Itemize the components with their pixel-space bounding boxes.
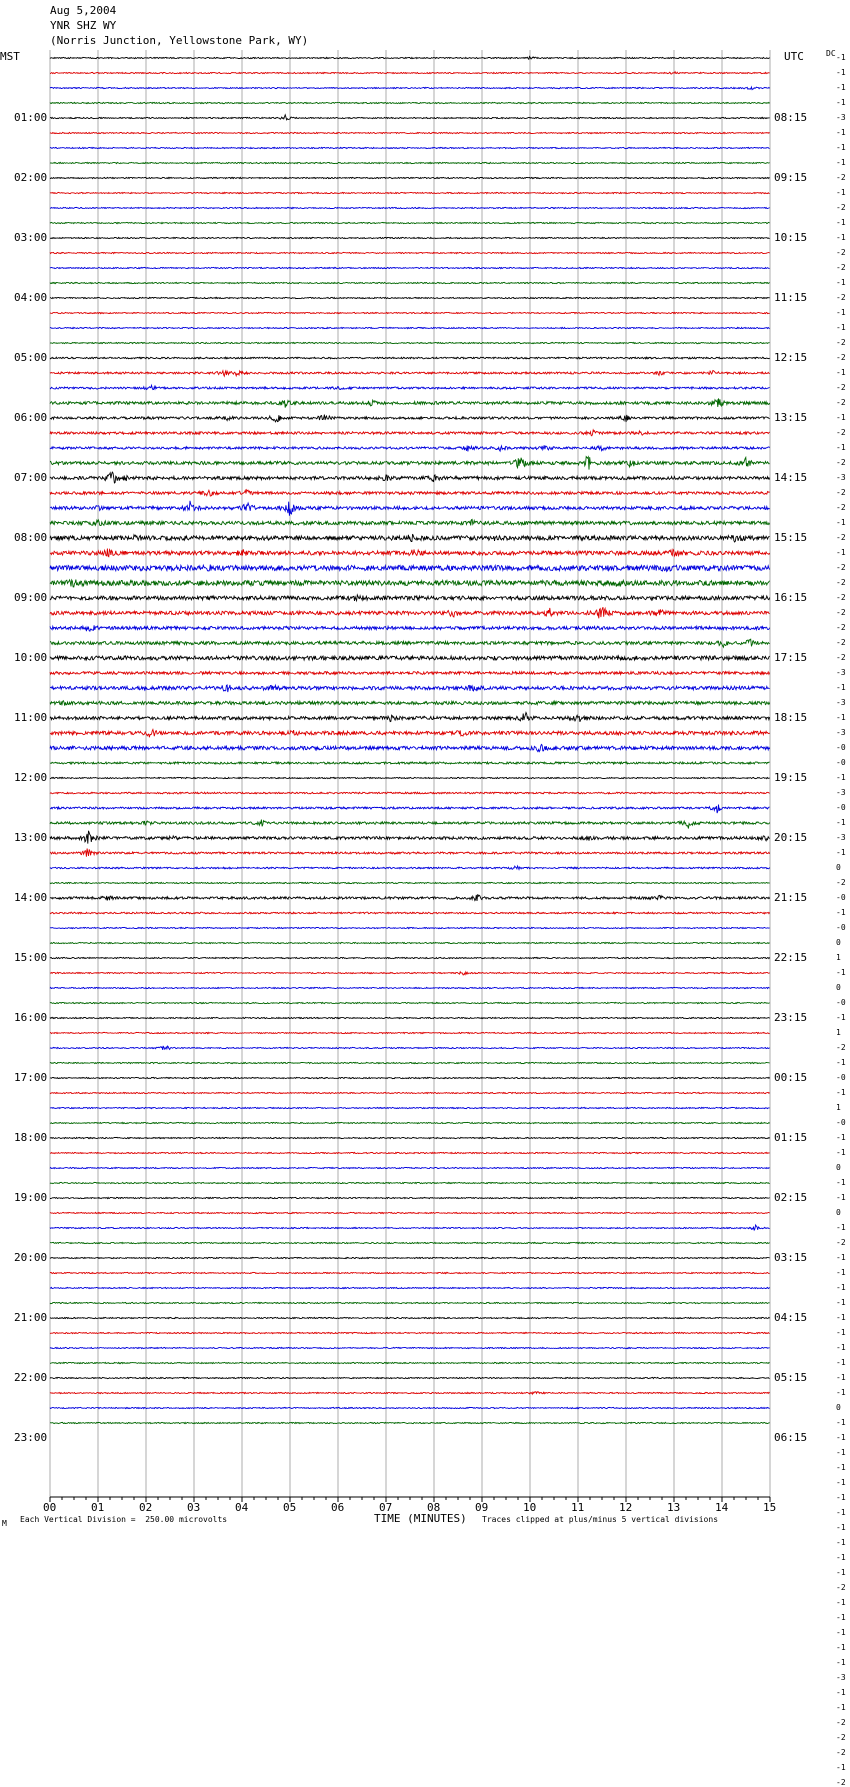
trace-43 xyxy=(50,701,770,706)
trace-38 xyxy=(50,625,770,631)
trace-1 xyxy=(50,72,770,74)
x-tick-label: 13 xyxy=(667,1501,681,1514)
utc-hour-label: 12:15 xyxy=(774,351,808,364)
trace-7 xyxy=(50,162,770,163)
dc-offset-label: -0 xyxy=(836,1118,846,1127)
trace-35 xyxy=(50,580,770,588)
x-tick-label: 03 xyxy=(187,1501,201,1514)
dc-offset-label: -1 xyxy=(836,1763,846,1772)
dc-offset-label: -2 xyxy=(836,503,846,512)
trace-31 xyxy=(50,519,770,525)
dc-offset-label: -1 xyxy=(836,413,846,422)
trace-49 xyxy=(50,792,770,794)
dc-offset-label: -1 xyxy=(836,1178,846,1187)
dc-offset-label: -1 xyxy=(836,1478,846,1487)
trace-36 xyxy=(50,595,770,601)
trace-9 xyxy=(50,192,770,193)
mst-hour-label: 03:00 xyxy=(14,231,48,244)
mst-hour-label: 16:00 xyxy=(14,1011,48,1024)
dc-offset-label: -1 xyxy=(836,968,846,977)
trace-85 xyxy=(50,1332,770,1333)
dc-offset-label: -2 xyxy=(836,608,846,617)
mst-hour-label: 05:00 xyxy=(14,351,48,364)
trace-44 xyxy=(50,713,770,722)
dc-offset-label: -2 xyxy=(836,1733,846,1742)
dc-offset-label: -1 xyxy=(836,1643,846,1652)
trace-0 xyxy=(50,56,770,59)
dc-offset-label: 1 xyxy=(836,1103,841,1112)
trace-90 xyxy=(50,1407,770,1408)
trace-37 xyxy=(50,607,770,618)
utc-hour-label: 22:15 xyxy=(774,951,808,964)
trace-89 xyxy=(50,1392,770,1395)
trace-88 xyxy=(50,1377,770,1378)
dc-offset-label: -2 xyxy=(836,353,846,362)
trace-23 xyxy=(50,398,770,407)
dc-offset-label: -2 xyxy=(836,593,846,602)
dc-offset-label: -2 xyxy=(836,383,846,392)
utc-hour-label: 08:15 xyxy=(774,111,808,124)
trace-55 xyxy=(50,882,770,883)
dc-offset-label: -2 xyxy=(836,398,846,407)
dc-offset-header: DC xyxy=(826,49,836,58)
mst-hour-label: 02:00 xyxy=(14,171,48,184)
header-location: (Norris Junction, Yellowstone Park, WY) xyxy=(50,34,309,47)
x-tick-label: 14 xyxy=(715,1501,729,1514)
dc-offset-label: -1 xyxy=(836,1463,846,1472)
dc-offset-label: -1 xyxy=(836,368,846,377)
dc-offset-label: 0 xyxy=(836,1163,841,1172)
dc-offset-label: -2 xyxy=(836,623,846,632)
dc-offset-label: -1 xyxy=(836,1538,846,1547)
trace-68 xyxy=(50,1077,770,1078)
dc-offset-label: -0 xyxy=(836,1073,846,1082)
trace-81 xyxy=(50,1272,770,1273)
dc-offset-label: -2 xyxy=(836,563,846,572)
mst-hour-label: 06:00 xyxy=(14,411,48,424)
dc-offset-label: -3 xyxy=(836,113,846,122)
x-tick-label: 01 xyxy=(91,1501,105,1514)
dc-offset-label: -1 xyxy=(836,1703,846,1712)
trace-72 xyxy=(50,1137,770,1138)
dc-offset-label: 0 xyxy=(836,983,841,992)
mst-hour-label: 18:00 xyxy=(14,1131,48,1144)
dc-offset-label: -0 xyxy=(836,758,846,767)
x-tick-label: 04 xyxy=(235,1501,249,1514)
dc-offset-label: -1 xyxy=(836,1508,846,1517)
dc-offset-label: -1 xyxy=(836,1013,846,1022)
mst-hour-label: 20:00 xyxy=(14,1251,48,1264)
trace-84 xyxy=(50,1317,770,1318)
trace-4 xyxy=(50,115,770,120)
dc-offset-label: -2 xyxy=(836,653,846,662)
trace-27 xyxy=(50,457,770,470)
utc-hour-label: 18:15 xyxy=(774,711,808,724)
trace-61 xyxy=(50,972,770,975)
dc-offset-label: -1 xyxy=(836,683,846,692)
x-tick-label: 02 xyxy=(139,1501,153,1514)
mst-hour-label: 22:00 xyxy=(14,1371,48,1384)
dc-offset-label: -1 xyxy=(836,1088,846,1097)
trace-47 xyxy=(50,762,770,764)
scale-note: Each Vertical Division = 250.00 microvolts xyxy=(20,1515,228,1524)
dc-offset-label: -1 xyxy=(836,1223,846,1232)
seismic-traces xyxy=(50,56,770,1423)
dc-offset-label: -1 xyxy=(836,848,846,857)
trace-26 xyxy=(50,445,770,451)
trace-66 xyxy=(50,1046,770,1050)
x-tick-label: 06 xyxy=(331,1501,345,1514)
utc-hour-label: 11:15 xyxy=(774,291,808,304)
dc-offset-label: -2 xyxy=(836,1583,846,1592)
x-tick-label: 10 xyxy=(523,1501,537,1514)
dc-offset-label: 0 xyxy=(836,938,841,947)
utc-hour-label: 04:15 xyxy=(774,1311,808,1324)
dc-offset-label: -2 xyxy=(836,203,846,212)
dc-offset-label: 0 xyxy=(836,863,841,872)
trace-30 xyxy=(50,501,770,516)
utc-hour-label: 20:15 xyxy=(774,831,808,844)
x-tick-label: 00 xyxy=(43,1501,57,1514)
utc-hour-label: 05:15 xyxy=(774,1371,808,1384)
dc-offset-label: -1 xyxy=(836,1493,846,1502)
trace-48 xyxy=(50,777,770,778)
dc-offset-label: -1 xyxy=(836,1058,846,1067)
dc-offset-label: -1 xyxy=(836,1373,846,1382)
x-tick-label: 05 xyxy=(283,1501,297,1514)
trace-18 xyxy=(50,327,770,328)
x-tick-label: 15 xyxy=(763,1501,777,1514)
trace-56 xyxy=(50,894,770,901)
trace-21 xyxy=(50,371,770,377)
trace-80 xyxy=(50,1257,770,1258)
dc-offset-label: 0 xyxy=(836,1208,841,1217)
dc-offset-label: -1 xyxy=(836,53,846,62)
dc-offset-label: -0 xyxy=(836,998,846,1007)
trace-64 xyxy=(50,1017,770,1018)
mst-hour-label: 01:00 xyxy=(14,111,48,124)
trace-33 xyxy=(50,549,770,557)
mst-hour-label: 14:00 xyxy=(14,891,48,904)
trace-20 xyxy=(50,357,770,359)
dc-offset-label: -1 xyxy=(836,1628,846,1637)
x-tick-label: 09 xyxy=(475,1501,489,1514)
dc-offset-label: -1 xyxy=(836,773,846,782)
dc-offset-label: -2 xyxy=(836,533,846,542)
trace-25 xyxy=(50,430,770,436)
trace-11 xyxy=(50,222,770,223)
dc-offset-label: -2 xyxy=(836,263,846,272)
trace-82 xyxy=(50,1287,770,1288)
dc-offset-label: -1 xyxy=(836,518,846,527)
utc-hour-label: 16:15 xyxy=(774,591,808,604)
dc-offset-label: -1 xyxy=(836,1193,846,1202)
dc-offset-label: -1 xyxy=(836,1553,846,1562)
mst-hour-label: 12:00 xyxy=(14,771,48,784)
dc-offset-label: -2 xyxy=(836,1778,846,1787)
trace-15 xyxy=(50,282,770,283)
trace-32 xyxy=(50,534,770,542)
dc-offset-label: -1 xyxy=(836,1283,846,1292)
dc-offset-label: -1 xyxy=(836,1598,846,1607)
dc-offset-label: -1 xyxy=(836,1568,846,1577)
trace-19 xyxy=(50,342,770,343)
dc-offset-label: -0 xyxy=(836,803,846,812)
dc-offset-label: 0 xyxy=(836,1403,841,1412)
trace-59 xyxy=(50,942,770,943)
mst-hour-label: 23:00 xyxy=(14,1431,48,1444)
dc-offset-label: -2 xyxy=(836,878,846,887)
trace-78 xyxy=(50,1225,770,1230)
trace-42 xyxy=(50,685,770,692)
dc-offset-label: -2 xyxy=(836,248,846,257)
trace-2 xyxy=(50,87,770,90)
clip-note: Traces clipped at plus/minus 5 vertical divisions xyxy=(482,1515,719,1524)
trace-40 xyxy=(50,656,770,660)
trace-67 xyxy=(50,1062,770,1063)
trace-77 xyxy=(50,1212,770,1213)
dc-offset-label: -1 xyxy=(836,278,846,287)
dc-offset-label: -1 xyxy=(836,443,846,452)
trace-63 xyxy=(50,1002,770,1003)
trace-45 xyxy=(50,730,770,738)
dc-offset-label: -2 xyxy=(836,428,846,437)
trace-53 xyxy=(50,849,770,857)
trace-57 xyxy=(50,912,770,914)
trace-34 xyxy=(50,565,770,572)
trace-17 xyxy=(50,312,770,313)
dc-offset-label: -2 xyxy=(836,1748,846,1757)
trace-73 xyxy=(50,1152,770,1153)
trace-46 xyxy=(50,744,770,751)
trace-79 xyxy=(50,1242,770,1243)
header-station: YNR SHZ WY xyxy=(50,19,117,32)
utc-hour-label: 01:15 xyxy=(774,1131,808,1144)
trace-13 xyxy=(50,252,770,253)
dc-offset-label: -3 xyxy=(836,698,846,707)
dc-offset-label: -1 xyxy=(836,1658,846,1667)
trace-69 xyxy=(50,1092,770,1093)
trace-50 xyxy=(50,805,770,814)
trace-70 xyxy=(50,1107,770,1108)
mst-hour-label: 13:00 xyxy=(14,831,48,844)
dc-offset-label: -1 xyxy=(836,1388,846,1397)
trace-28 xyxy=(50,472,770,483)
dc-offset-label: -1 xyxy=(836,233,846,242)
dc-offset-label: -2 xyxy=(836,1238,846,1247)
dc-offset-label: -1 xyxy=(836,1313,846,1322)
utc-hour-label: 02:15 xyxy=(774,1191,808,1204)
header-date: Aug 5,2004 xyxy=(50,4,117,17)
dc-offset-label: -1 xyxy=(836,83,846,92)
mst-hour-label: 10:00 xyxy=(14,651,48,664)
trace-29 xyxy=(50,490,770,496)
trace-6 xyxy=(50,147,770,148)
utc-hour-label: 17:15 xyxy=(774,651,808,664)
trace-22 xyxy=(50,385,770,389)
dc-offset-label: -1 xyxy=(836,98,846,107)
mst-hour-label: 19:00 xyxy=(14,1191,48,1204)
trace-74 xyxy=(50,1167,770,1168)
utc-hour-label: 06:15 xyxy=(774,1431,808,1444)
trace-10 xyxy=(50,207,770,208)
dc-offset-label: -1 xyxy=(836,1613,846,1622)
mst-hour-label: 09:00 xyxy=(14,591,48,604)
dc-offset-label: -1 xyxy=(836,68,846,77)
dc-offset-label: -1 xyxy=(836,1328,846,1337)
dc-offset-label: -1 xyxy=(836,1433,846,1442)
x-axis-title: TIME (MINUTES) xyxy=(374,1512,467,1525)
trace-58 xyxy=(50,927,770,928)
dc-offset-label: -1 xyxy=(836,713,846,722)
dc-offset-label: -2 xyxy=(836,293,846,302)
mst-hour-label: 21:00 xyxy=(14,1311,48,1324)
dc-offset-label: -1 xyxy=(836,1253,846,1262)
dc-offset-label: -1 xyxy=(836,218,846,227)
time-axis xyxy=(50,1497,770,1502)
utc-hour-label: 10:15 xyxy=(774,231,808,244)
trace-83 xyxy=(50,1302,770,1303)
dc-offset-label: -1 xyxy=(836,818,846,827)
trace-65 xyxy=(50,1032,770,1033)
dc-offset-label: -1 xyxy=(836,143,846,152)
dc-offset-label: -2 xyxy=(836,173,846,182)
trace-87 xyxy=(50,1362,770,1363)
x-tick-label: 07 xyxy=(379,1501,393,1514)
mst-hour-label: 07:00 xyxy=(14,471,48,484)
trace-52 xyxy=(50,831,770,844)
utc-hour-label: 23:15 xyxy=(774,1011,808,1024)
mst-hour-label: 17:00 xyxy=(14,1071,48,1084)
dc-offset-label: -2 xyxy=(836,1043,846,1052)
trace-54 xyxy=(50,866,770,869)
trace-14 xyxy=(50,267,770,268)
dc-offset-label: -1 xyxy=(836,1343,846,1352)
dc-offset-label: -1 xyxy=(836,1268,846,1277)
dc-offset-label: -3 xyxy=(836,1673,846,1682)
trace-60 xyxy=(50,957,770,958)
trace-76 xyxy=(50,1197,770,1198)
x-tick-label: 12 xyxy=(619,1501,633,1514)
utc-hour-label: 09:15 xyxy=(774,171,808,184)
utc-hour-label: 14:15 xyxy=(774,471,808,484)
trace-86 xyxy=(50,1347,770,1348)
dc-offset-label: -2 xyxy=(836,638,846,647)
dc-offset-label: -0 xyxy=(836,893,846,902)
trace-51 xyxy=(50,820,770,829)
dc-offset-label: -1 xyxy=(836,1358,846,1367)
dc-offset-label: -3 xyxy=(836,788,846,797)
trace-16 xyxy=(50,297,770,298)
footer-mark: M xyxy=(2,1519,7,1528)
trace-3 xyxy=(50,102,770,103)
dc-offset-label: -1 xyxy=(836,308,846,317)
trace-8 xyxy=(50,177,770,178)
left-timezone-label: MST xyxy=(0,50,20,63)
utc-hour-label: 03:15 xyxy=(774,1251,808,1264)
trace-62 xyxy=(50,987,770,988)
utc-hour-label: 15:15 xyxy=(774,531,808,544)
dc-offset-label: -0 xyxy=(836,923,846,932)
trace-75 xyxy=(50,1182,770,1183)
dc-offset-label: -1 xyxy=(836,548,846,557)
utc-hour-label: 21:15 xyxy=(774,891,808,904)
trace-71 xyxy=(50,1122,770,1123)
dc-offset-label: -3 xyxy=(836,668,846,677)
minute-gridlines xyxy=(50,50,770,1497)
utc-hour-label: 19:15 xyxy=(774,771,808,784)
right-timezone-label: UTC xyxy=(784,50,804,63)
trace-41 xyxy=(50,672,770,675)
trace-91 xyxy=(50,1422,770,1423)
dc-offset-label: 1 xyxy=(836,1028,841,1037)
dc-offset-label: -1 xyxy=(836,1133,846,1142)
utc-hour-label: 13:15 xyxy=(774,411,808,424)
trace-39 xyxy=(50,639,770,647)
dc-offset-label: -1 xyxy=(836,188,846,197)
dc-offset-label: 1 xyxy=(836,953,841,962)
dc-offset-label: -3 xyxy=(836,473,846,482)
dc-offset-label: -1 xyxy=(836,323,846,332)
dc-offset-label: -1 xyxy=(836,1298,846,1307)
dc-offset-label: -2 xyxy=(836,338,846,347)
mst-hour-label: 15:00 xyxy=(14,951,48,964)
mst-hour-label: 04:00 xyxy=(14,291,48,304)
dc-offset-label: -2 xyxy=(836,1718,846,1727)
dc-offset-label: -2 xyxy=(836,488,846,497)
dc-offset-label: -1 xyxy=(836,1523,846,1532)
dc-offset-label: -1 xyxy=(836,1148,846,1157)
x-tick-label: 11 xyxy=(571,1501,585,1514)
trace-24 xyxy=(50,415,770,422)
mst-hour-label: 08:00 xyxy=(14,531,48,544)
dc-offset-label: -1 xyxy=(836,1418,846,1427)
dc-offset-label: -1 xyxy=(836,158,846,167)
x-tick-label: 08 xyxy=(427,1501,441,1514)
dc-offset-label: -1 xyxy=(836,908,846,917)
dc-offset-label: -0 xyxy=(836,743,846,752)
dc-offset-label: -3 xyxy=(836,833,846,842)
dc-offset-label: -3 xyxy=(836,728,846,737)
trace-12 xyxy=(50,237,770,238)
mst-hour-label: 11:00 xyxy=(14,711,48,724)
dc-offset-label: -2 xyxy=(836,458,846,467)
dc-offset-label: -1 xyxy=(836,1448,846,1457)
dc-offset-label: -2 xyxy=(836,578,846,587)
trace-5 xyxy=(50,132,770,133)
dc-offset-label: -1 xyxy=(836,1688,846,1697)
dc-offset-label: -1 xyxy=(836,128,846,137)
utc-hour-label: 00:15 xyxy=(774,1071,808,1084)
